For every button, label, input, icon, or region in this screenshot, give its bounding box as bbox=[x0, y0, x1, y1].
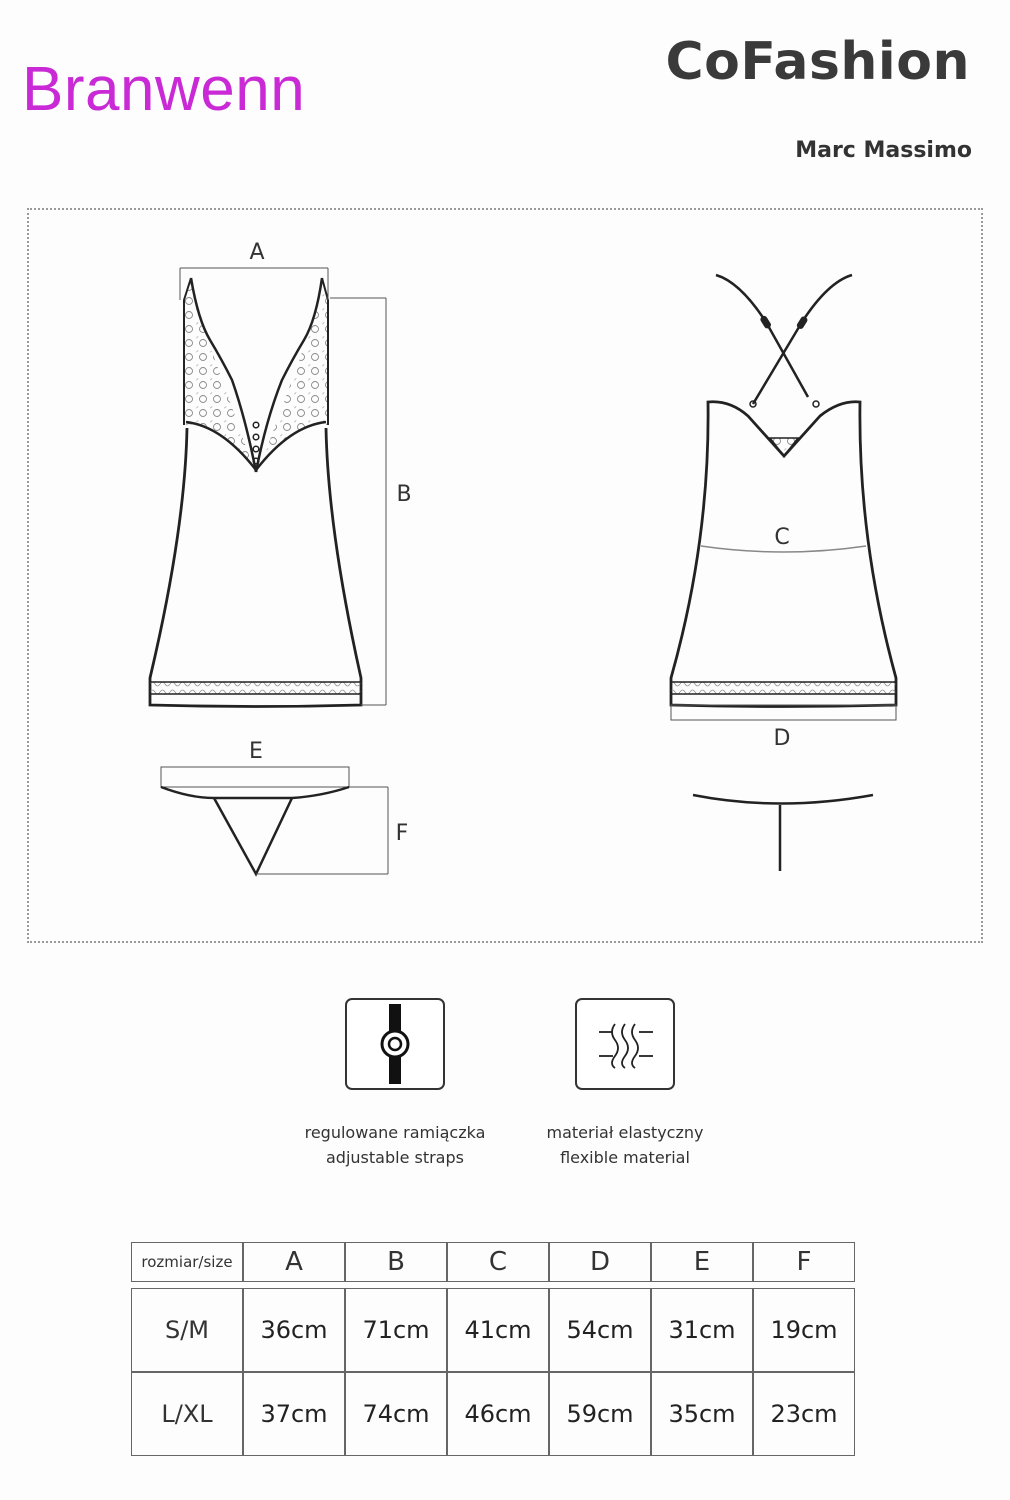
front-thong bbox=[161, 739, 408, 874]
size-cell: 59cm bbox=[549, 1372, 651, 1456]
size-cell: 19cm bbox=[753, 1288, 855, 1372]
table-row bbox=[131, 1288, 855, 1372]
sub-brand: Marc Massimo bbox=[795, 138, 972, 163]
size-cell: 41cm bbox=[447, 1288, 549, 1372]
feature-adjustable-straps bbox=[287, 998, 503, 1170]
size-label: S/M bbox=[131, 1288, 243, 1372]
feature-flexible-material bbox=[520, 998, 730, 1170]
size-label: L/XL bbox=[131, 1372, 243, 1456]
product-name: Branwenn bbox=[22, 55, 306, 124]
size-cell: 74cm bbox=[345, 1372, 447, 1456]
size-cell: 46cm bbox=[447, 1372, 549, 1456]
size-cell: 37cm bbox=[243, 1372, 345, 1456]
feature-1-line-2: adjustable straps bbox=[326, 1148, 464, 1167]
size-header-corner: rozmiar/size bbox=[131, 1242, 243, 1282]
label-d: D bbox=[773, 726, 791, 751]
label-c: C bbox=[774, 525, 790, 550]
label-f: F bbox=[395, 821, 409, 846]
size-header-col: F bbox=[753, 1242, 855, 1282]
size-cell: 71cm bbox=[345, 1288, 447, 1372]
back-thong bbox=[693, 795, 873, 871]
feature-2-line-2: flexible material bbox=[560, 1148, 690, 1167]
feature-2-line-1: materiał elastyczny bbox=[546, 1123, 704, 1142]
size-cell: 35cm bbox=[651, 1372, 753, 1456]
size-header-col: E bbox=[651, 1242, 753, 1282]
size-cell: 54cm bbox=[549, 1288, 651, 1372]
size-header-col: C bbox=[447, 1242, 549, 1282]
size-table-header bbox=[131, 1242, 855, 1282]
back-chemise bbox=[671, 275, 896, 751]
label-a: A bbox=[249, 240, 265, 265]
table-row bbox=[131, 1372, 855, 1456]
feature-1-line-1: regulowane ramiączka bbox=[304, 1123, 486, 1142]
size-cell: 23cm bbox=[753, 1372, 855, 1456]
size-cell: 36cm bbox=[243, 1288, 345, 1372]
stretch-material-icon bbox=[575, 998, 675, 1090]
adjustable-strap-icon bbox=[345, 998, 445, 1090]
brand-logo: CoFashion bbox=[665, 32, 970, 92]
size-header-col: B bbox=[345, 1242, 447, 1282]
label-e: E bbox=[249, 739, 263, 764]
size-cell: 31cm bbox=[651, 1288, 753, 1372]
size-table bbox=[131, 1242, 855, 1456]
front-chemise bbox=[150, 240, 412, 707]
size-header-col: D bbox=[549, 1242, 651, 1282]
label-b: B bbox=[396, 482, 412, 507]
size-header-col: A bbox=[243, 1242, 345, 1282]
